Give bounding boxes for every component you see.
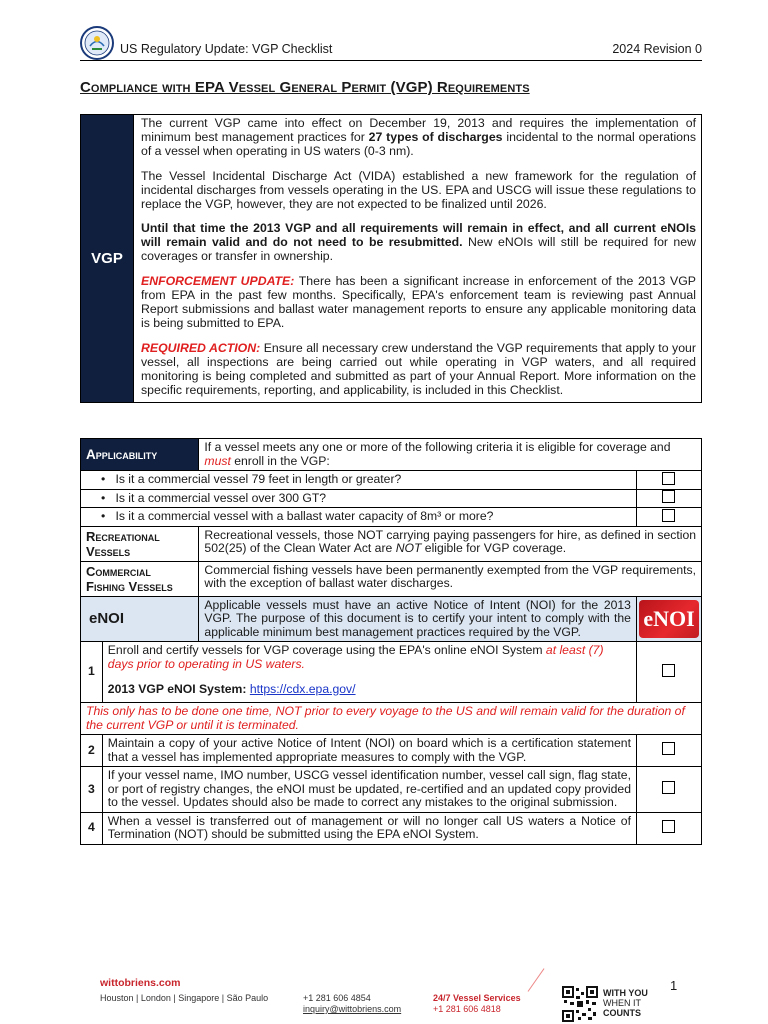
commercial-fishing-label-line1: Commercial [86,563,151,579]
qr-code-icon[interactable] [562,986,598,1022]
question-text: Is it a commercial vessel over 300 GT? [115,490,327,505]
vgp-paragraph-1 [141,117,696,159]
page-title: Compliance with EPA Vessel General Permit (VGP) Requirements [80,79,530,96]
checkbox-box[interactable] [662,490,675,503]
recreational-not: NOT [395,541,422,555]
vgp-paragraph-enforcement [141,275,696,331]
footer-tagline [603,988,648,1018]
checkbox[interactable] [636,489,701,508]
vgp-p3-bold: Until that time the 2013 VGP and all requirements will remain in effect, and all current eNOIs will remain valid and do not need to be resubmitted. [141,221,696,250]
recreational-label-line2: Vessels [86,543,131,559]
recreational-label-line1: Recreational [86,528,160,544]
checkbox[interactable] [636,767,701,813]
step-1-deadline: at least (7) days prior to operating in US waters. [107,643,604,671]
footer-vessel-services [433,993,521,1015]
checkbox[interactable] [636,735,701,767]
applicability-label: Applicability [81,439,199,471]
enoi-system-line [108,683,631,697]
step-4-text: When a vessel is transferred out of management or will no longer call US waters a Notice of Termination (NOT) should be submitted using the EPA eNOI System. [102,812,636,844]
checkbox[interactable] [636,642,701,703]
step-1-text [102,642,636,703]
step-number: 3 [81,767,103,813]
step-2-text: Maintain a copy of your active Notice of Intent (NOI) on board which is a certification statement that a vessel has implemented appropriate measures to comply with the VGP. [102,735,636,767]
checkbox-box[interactable] [662,781,675,794]
footer-phone: +1 281 606 4854 [303,993,371,1003]
applicability-question-row [81,508,702,527]
checklist-table [80,438,702,845]
checkbox-box[interactable] [662,664,675,677]
enoi-system-label: 2013 VGP eNOI System: [107,682,250,696]
page-footer [100,973,700,1023]
footer-divider [528,968,545,992]
vgp-section [80,114,702,403]
applicability-question: • Is it a commercial vessel 79 feet in length or greater? [81,471,637,490]
enoi-logo-icon: eNOI [639,600,699,638]
question-text: Is it a commercial vessel 79 feet in length or greater? [115,472,402,486]
tagline-line2: WHEN IT [603,998,641,1008]
one-time-note: This only has to be done one time, NOT prior to every voyage to the US and will remain valid for the duration of the current VGP or until it is terminated. [81,703,702,735]
vgp-p1-text: The current VGP came into effect on December 19, 2013 and requires the implementation of minimum best management practices for [141,116,696,144]
commercial-fishing-label-line2: Fishing Vessels [86,578,173,594]
step-3-text: If your vessel name, IMO number, USCG vessel identification number, vessel call sign, flag state, or port of registry changes, the eNOI must be updated, re-certified and an updated copy provided to the vessel. Updates should also be made to correct any mistakes to the original submission. [102,767,636,813]
enforcement-update-text: There has been a significant increase in enforcement of the 2013 VGP from EPA in the past few months. Specifically, EPA's enforcement team is reviewing past Annual Report submissions and ballast water management reports to ensure any applicable monitoring data is being submitted to EPA. [141,274,696,330]
page-header [80,26,702,61]
vgp-p3-text: New eNOIs will still be required for new coverages or transfer in ownership. [141,235,696,264]
commercial-fishing-text: Commercial fishing vessels have been permanently exempted from the VGP requirements, with the exception of ballast water discharges. [199,561,702,596]
header-title: US Regulatory Update: VGP Checklist [120,42,333,56]
recreational-text [199,526,702,561]
enoi-logo-cell [636,596,701,642]
required-action-label: REQUIRED ACTION: [141,340,261,355]
epa-seal-icon [80,26,114,60]
vgp-paragraph-3 [141,222,696,264]
footer-contact [303,993,401,1015]
applicability-intro-text: If a vessel meets any one or more of the following criteria it is eligible for coverage and [204,440,671,454]
checkbox-box[interactable] [662,509,675,522]
applicability-question: • Is it a commercial vessel over 300 GT? [81,489,637,508]
recreational-label [81,526,199,561]
checkbox[interactable] [636,471,701,490]
applicability-question-row [81,489,702,508]
commercial-fishing-label [81,561,199,596]
applicability-intro [199,439,702,471]
applicability-question-row [81,471,702,490]
checkbox[interactable] [636,508,701,527]
vgp-p1-bold: 27 types of discharges [368,129,503,144]
recreational-text-post: eligible for VGP coverage. [421,541,567,555]
enoi-text: Applicable vessels must have an active Notice of Intent (NOI) for the 2013 VGP. The purpose of this document is to certify your intent to comply with the applicable minimum best management practices required by the VGP. [199,596,637,642]
checkbox-box[interactable] [662,742,675,755]
checkbox-box[interactable] [662,472,675,485]
recreational-text-pre: Recreational vessels, those NOT carrying paying passengers for hire, as defined in section 502(25) of the Clean Water Act are [204,527,696,555]
page-number: 1 [670,978,678,993]
applicability-question: • Is it a commercial vessel with a ballast water capacity of 8m³ or more? [81,508,637,527]
vgp-label: VGP [81,115,134,403]
applicability-must: must [204,453,231,468]
footer-locations: Houston | London | Singapore | São Paulo [100,993,269,1003]
vgp-body [134,115,702,403]
step-number: 1 [81,642,103,703]
tagline-line3: COUNTS [603,1008,641,1018]
footer-email-link[interactable]: inquiry@wittobriens.com [303,1004,402,1014]
enoi-row [81,596,702,642]
enforcement-update-label: ENFORCEMENT UPDATE: [141,274,295,289]
header-revision: 2024 Revision 0 [612,42,702,56]
question-text: Is it a commercial vessel with a ballast water capacity of 8m³ or more? [115,509,494,523]
enoi-label: eNOI [81,596,199,642]
vessel-services-title: 24/7 Vessel Services [433,993,521,1003]
checkbox-box[interactable] [662,820,675,833]
applicability-intro-end: enroll in the VGP: [230,453,330,468]
tagline-line1: WITH YOU [603,988,648,998]
enoi-system-link[interactable]: https://cdx.epa.gov/ [249,682,356,696]
vgp-p1-text-end: incidental to the normal operations of a vessel when operating in US waters (0-3 nm). [141,129,697,158]
required-action-text: Ensure all necessary crew understand the VGP requirements that apply to your vessel, all inspections are being carried out while operating in VGP waters, and all required monitoring is being completed and submitted as part of your Annual Report. More information on the specific requirements, reporting, and applicability, is included in this Checklist. [141,340,696,397]
step-number: 2 [81,735,103,767]
checkbox[interactable] [636,812,701,844]
footer-brand-link[interactable]: wittobriens.com [100,977,181,989]
vgp-paragraph-required-action [141,342,696,398]
vgp-paragraph-2: The Vessel Incidental Discharge Act (VIDA) established a new framework for the regulation of incidental discharges from vessels operating in the US. EPA and USCG will issue these regulations to replace the VGP, however, they are not expected to be finalized until 2026. [141,168,696,211]
vessel-services-phone: +1 281 606 4818 [433,1004,501,1014]
step-number: 4 [81,812,103,844]
step-1-main: Enroll and certify vessels for VGP coverage using the EPA's online eNOI System [107,643,546,657]
